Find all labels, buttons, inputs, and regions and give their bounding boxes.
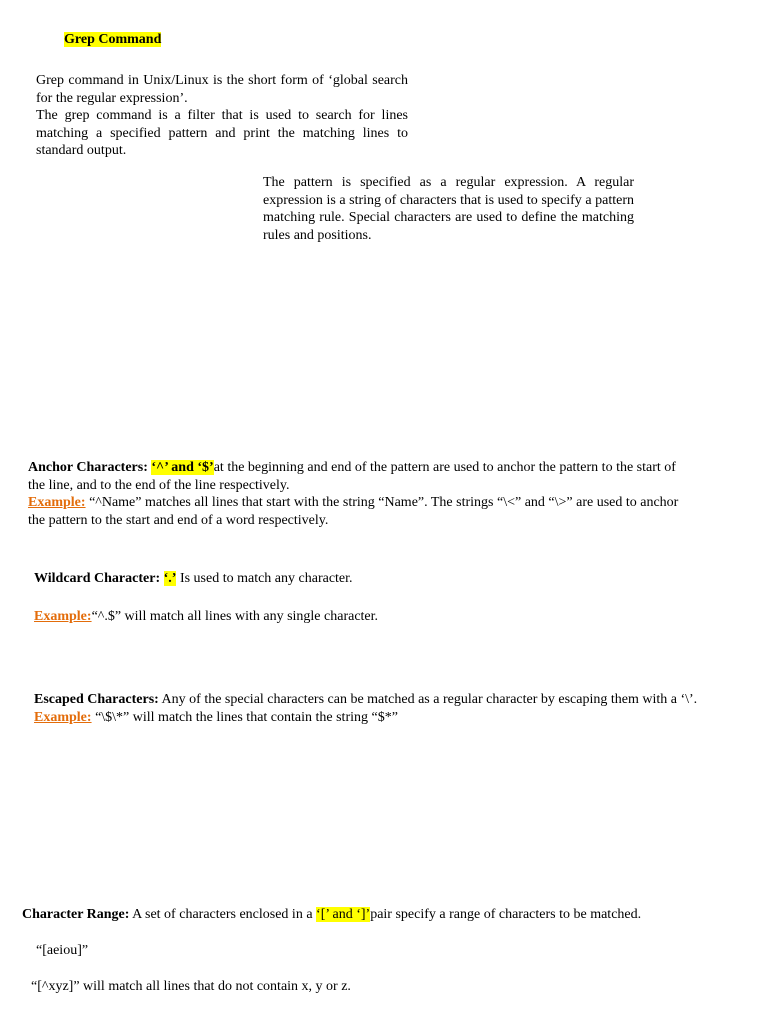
wildcard-description	[34, 570, 694, 588]
range-highlight: ‘[’ and ‘]’	[316, 907, 371, 922]
range-example-2-block	[31, 978, 351, 996]
intro-paragraph	[36, 72, 408, 160]
anchor-example	[28, 494, 688, 529]
escaped-description	[34, 691, 702, 709]
page-title-block	[64, 31, 161, 49]
wildcard-section	[34, 570, 694, 625]
anchor-example-text: “^Name” matches all lines that start with the string “Name”. The strings “\<” and “\>” are used to anchor the pattern to the start and end of a word respectively.	[28, 495, 679, 528]
anchor-description	[28, 459, 688, 494]
wildcard-example-label: Example:	[34, 608, 92, 624]
wildcard-example	[34, 608, 694, 626]
wildcard-text: Is used to match any character.	[179, 571, 353, 586]
range-example-1: “[aeiou]”	[36, 943, 89, 958]
anchor-label: Anchor Characters:	[28, 460, 148, 475]
anchor-example-label: Example:	[28, 495, 86, 510]
range-example-1-block	[36, 942, 88, 960]
wildcard-example-text: “^.$” will match all lines with any single character.	[91, 608, 379, 624]
range-text-after: pair specify a range of characters to be matched.	[370, 907, 642, 922]
anchor-text: at the beginning and end of the pattern are used to anchor the pattern to the start of the line, and to the end of the line respectively.	[28, 460, 676, 493]
escaped-label: Escaped Characters:	[34, 692, 159, 707]
wildcard-highlight: ‘.’	[163, 571, 177, 586]
wildcard-label: Wildcard Character:	[34, 571, 161, 586]
escaped-example	[34, 709, 702, 727]
escaped-example-text: “\$\*” will match the lines that contain the string “$*”	[95, 709, 398, 725]
anchor-section	[28, 459, 688, 529]
pattern-text: The pattern is specified as a regular expression. A regular expression is a string of characters that is used to specify a pattern matching rule. Special characters are used to define the matching rules and positions.	[263, 175, 634, 243]
range-example-2: “[^xyz]” will match all lines that do not contain x, y or z.	[31, 979, 351, 994]
intro-line-2: The grep command is a filter that is used to search for lines matching a specified pattern and print the matching lines to standard output.	[36, 108, 408, 158]
range-description	[22, 906, 722, 924]
range-text-before: A set of characters enclosed in a	[132, 907, 313, 922]
range-label: Character Range:	[22, 907, 130, 922]
page-title: Grep Command	[64, 32, 162, 47]
pattern-paragraph	[263, 174, 634, 244]
escaped-text: Any of the special characters can be matched as a regular character by escaping them with a ‘\’.	[161, 692, 698, 707]
range-section	[22, 906, 722, 924]
escaped-section	[34, 691, 702, 726]
intro-line-1: Grep command in Unix/Linux is the short form of ‘global search for the regular expression’.	[36, 73, 408, 106]
escaped-example-label: Example:	[34, 709, 92, 725]
anchor-highlight: ‘^’ and ‘$’	[151, 460, 214, 475]
